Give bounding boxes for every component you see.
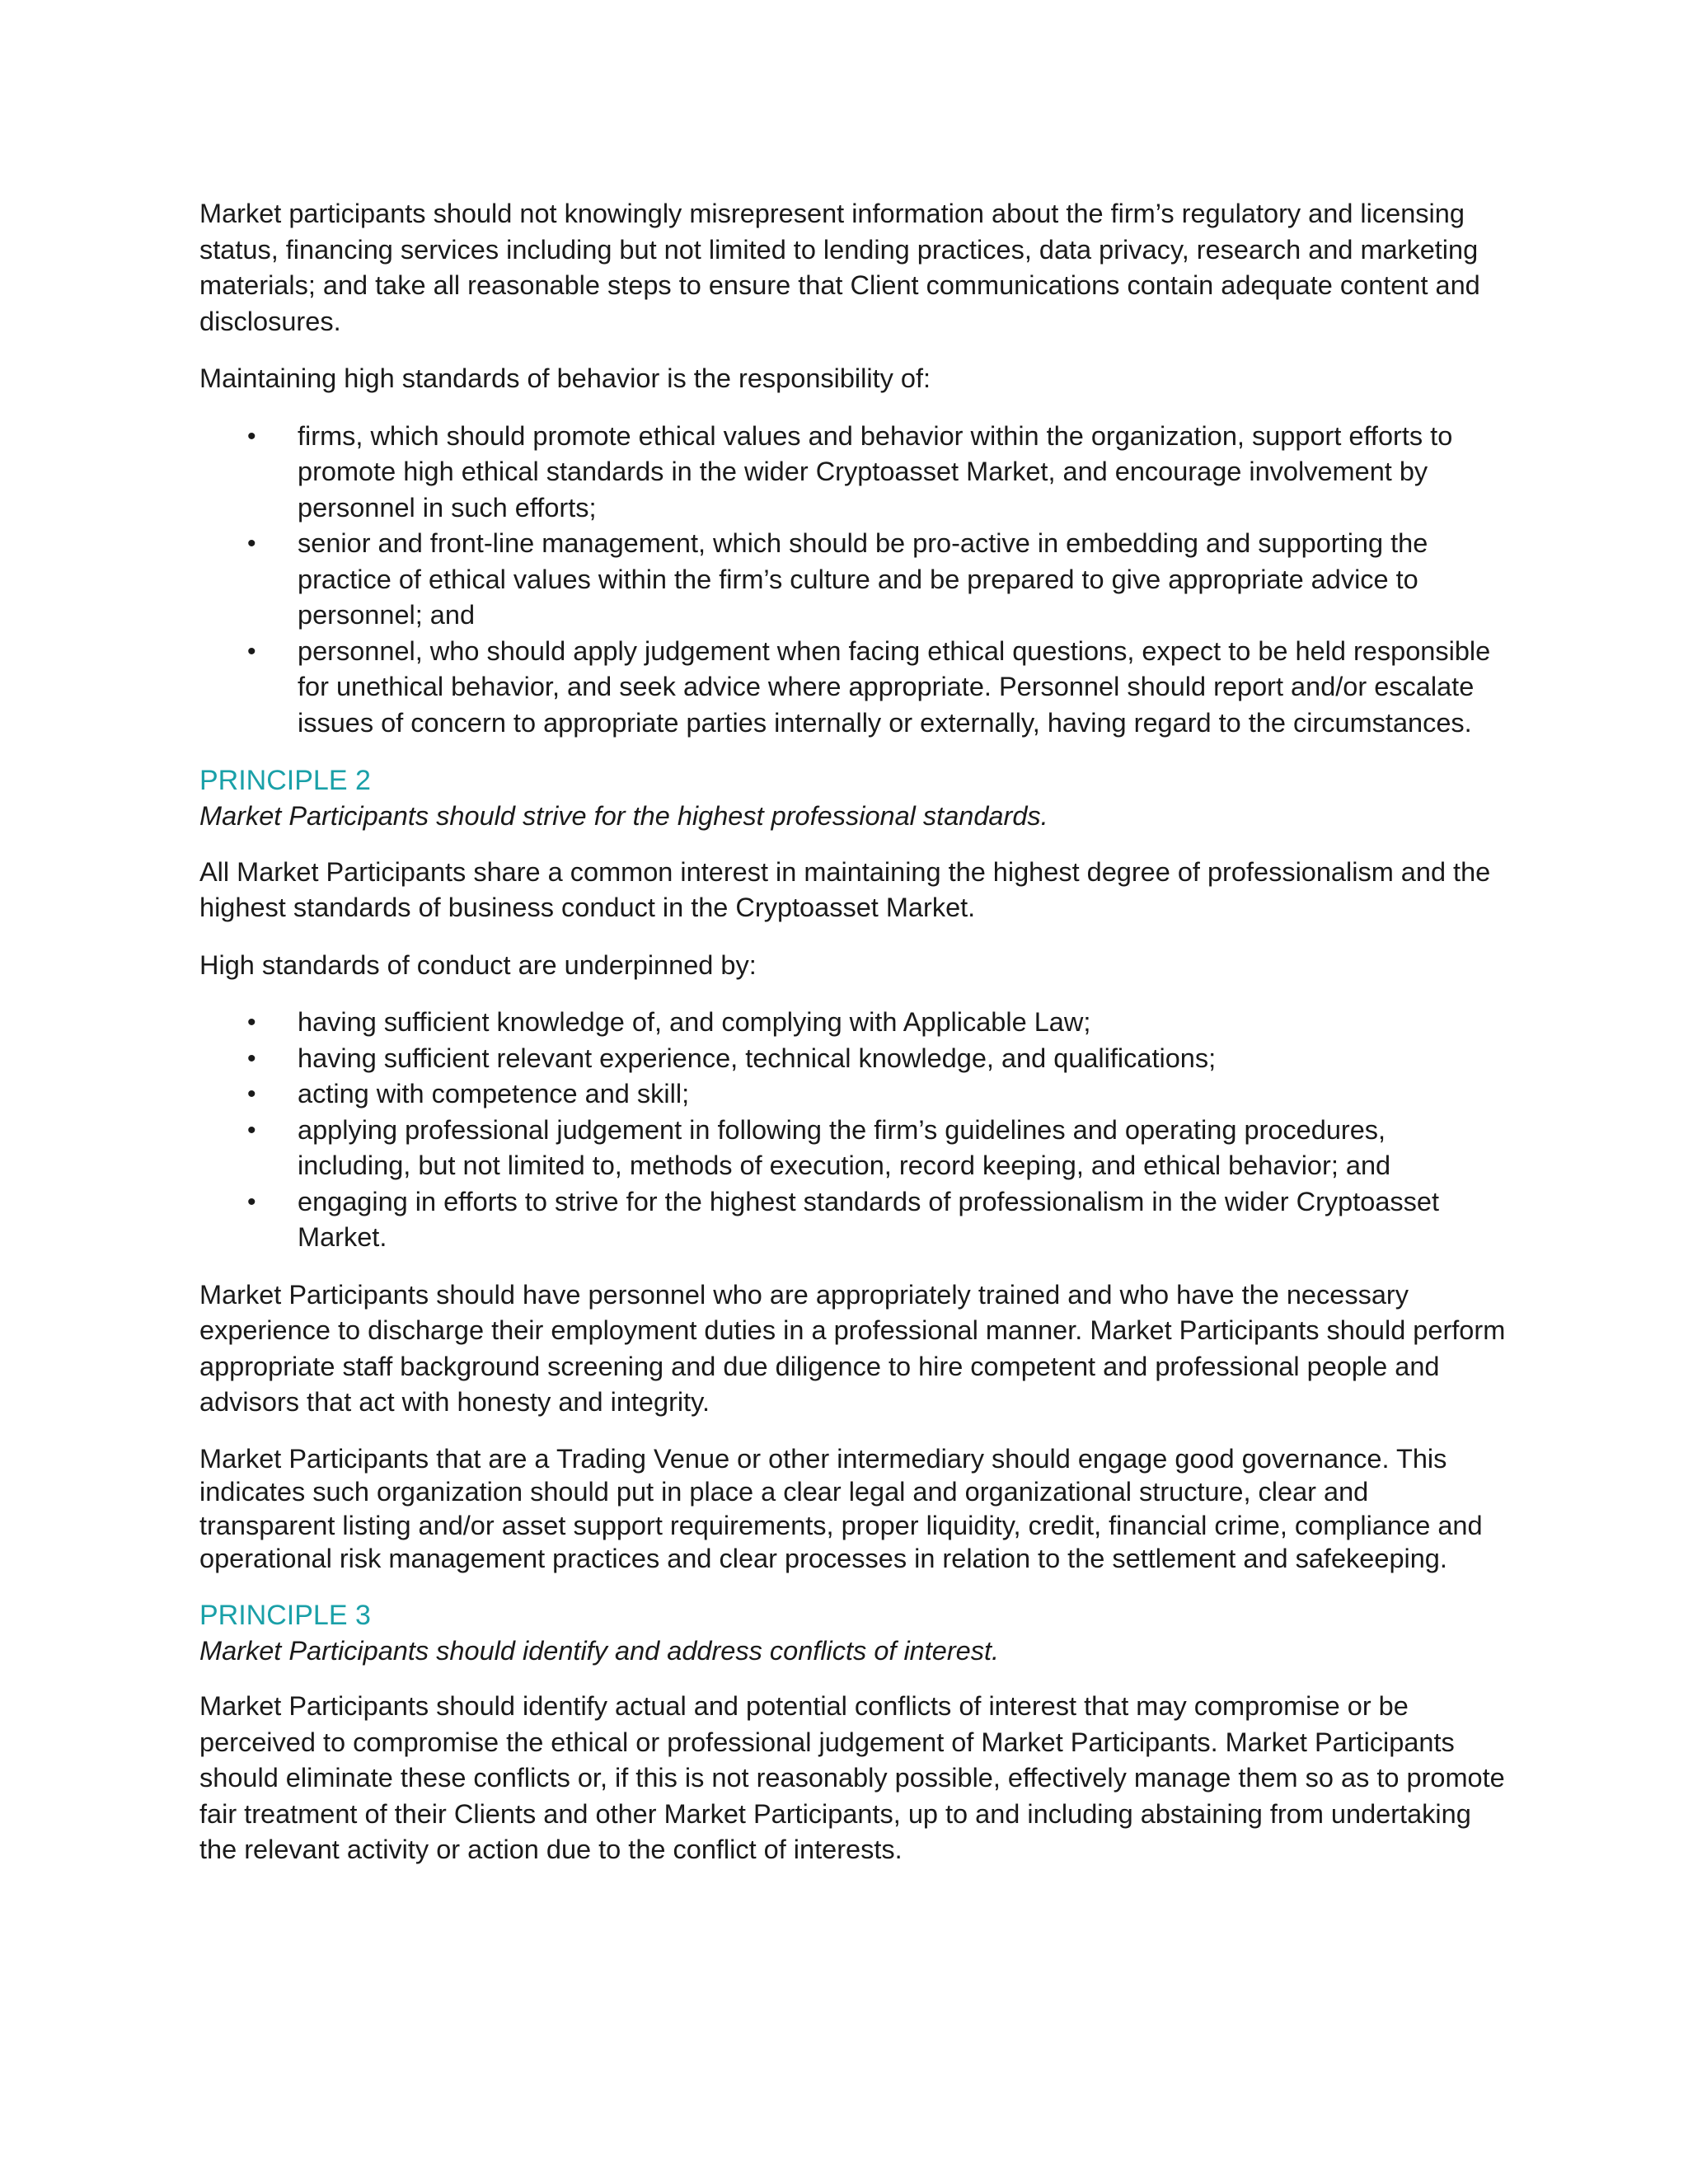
- bullet-glyph: •: [247, 1044, 256, 1072]
- principle-2-bullet-list: [199, 1005, 1506, 1256]
- list-item: • having sufficient relevant experience, technical knowledge, and qualifications;: [199, 1041, 1506, 1077]
- principle-2-subtitle: Market Participants should strive for the highest professional standards.: [199, 801, 1048, 831]
- bullet-glyph: •: [247, 1080, 256, 1108]
- intro-paragraph-2: Maintaining high standards of behavior is the responsibility of:: [199, 363, 931, 393]
- bullet-glyph: •: [247, 637, 256, 665]
- principle-2-paragraph-1: All Market Participants share a common interest in maintaining the highest degree of professionalism and the highest standards of business conduct in the Cryptoasset Market.: [199, 856, 1491, 922]
- principle-2-paragraph-2: High standards of conduct are underpinned by:: [199, 949, 757, 980]
- principle-3-heading: PRINCIPLE 3: [199, 1599, 371, 1631]
- principle-2-paragraph-4: Market Participants that are a Trading Venue or other intermediary should engage good governance. This indicates such organization should put in place a clear legal and organizational structure, clear and transparent listing and/or asset support requirements, proper liquidity, credit, financial crime, compliance and operational risk management practices and clear processes in relation to the settlement and safekeeping.: [199, 1443, 1483, 1573]
- principle-3-paragraph-1: Market Participants should identify actual and potential conflicts of interest that may compromise or be perceived to compromise the ethical or professional judgement of Market Participants. Market Participants should eliminate these conflicts or, if this is not reasonably possible, effectively manage them so as to promote fair treatment of their Clients and other Market Participants, up to and including abstaining from undertaking the relevant activity or action due to the conflict of interests.: [199, 1691, 1505, 1864]
- list-item: • acting with competence and skill;: [199, 1076, 1506, 1113]
- document-body: [199, 196, 1506, 1890]
- intro-paragraph-1: Market participants should not knowingly misrepresent information about the firm’s regulatory and licensing status, financing services including but not limited to lending practices, data privacy, research and marketing materials; and take all reasonable steps to ensure that Client communications contain adequate content and disclosures.: [199, 199, 1480, 336]
- intro-bullet-list: [199, 419, 1506, 742]
- bullet-glyph: •: [247, 1116, 256, 1144]
- list-item: • applying professional judgement in following the firm’s guidelines and operating procedures, including, but not limited to, methods of execution, record keeping, and ethical behavior; and: [199, 1113, 1506, 1184]
- principle-3-subtitle: Market Participants should identify and address conflicts of interest.: [199, 1635, 1000, 1666]
- bullet-glyph: •: [247, 1009, 256, 1036]
- bullet-glyph: •: [247, 422, 256, 450]
- principle-2-paragraph-3: Market Participants should have personnel who are appropriately trained and who have the necessary experience to discharge their employment duties in a professional manner. Market Participants should perform appropriate staff background screening and due diligence to hire competent and professional people and advisors that act with honesty and integrity.: [199, 1279, 1506, 1417]
- list-item: • personnel, who should apply judgement when facing ethical questions, expect to be held responsible for unethical behavior, and seek advice where appropriate. Personnel should report and/or escalate issues of concern to appropriate parties internally or externally, having regard to the circumstances.: [199, 634, 1506, 742]
- principle-2-heading: PRINCIPLE 2: [199, 765, 371, 796]
- list-item: • engaging in efforts to strive for the highest standards of professionalism in the wider Cryptoasset Market.: [199, 1184, 1506, 1256]
- list-item: • firms, which should promote ethical values and behavior within the organization, support efforts to promote high ethical standards in the wider Cryptoasset Market, and encourage involvement by personnel in such efforts;: [199, 419, 1506, 527]
- list-item: • senior and front-line management, which should be pro-active in embedding and supporting the practice of ethical values within the firm’s culture and be prepared to give appropriate advice to personnel; and: [199, 526, 1506, 634]
- bullet-glyph: •: [247, 1188, 256, 1216]
- list-item: • having sufficient knowledge of, and complying with Applicable Law;: [199, 1005, 1506, 1041]
- bullet-glyph: •: [247, 530, 256, 557]
